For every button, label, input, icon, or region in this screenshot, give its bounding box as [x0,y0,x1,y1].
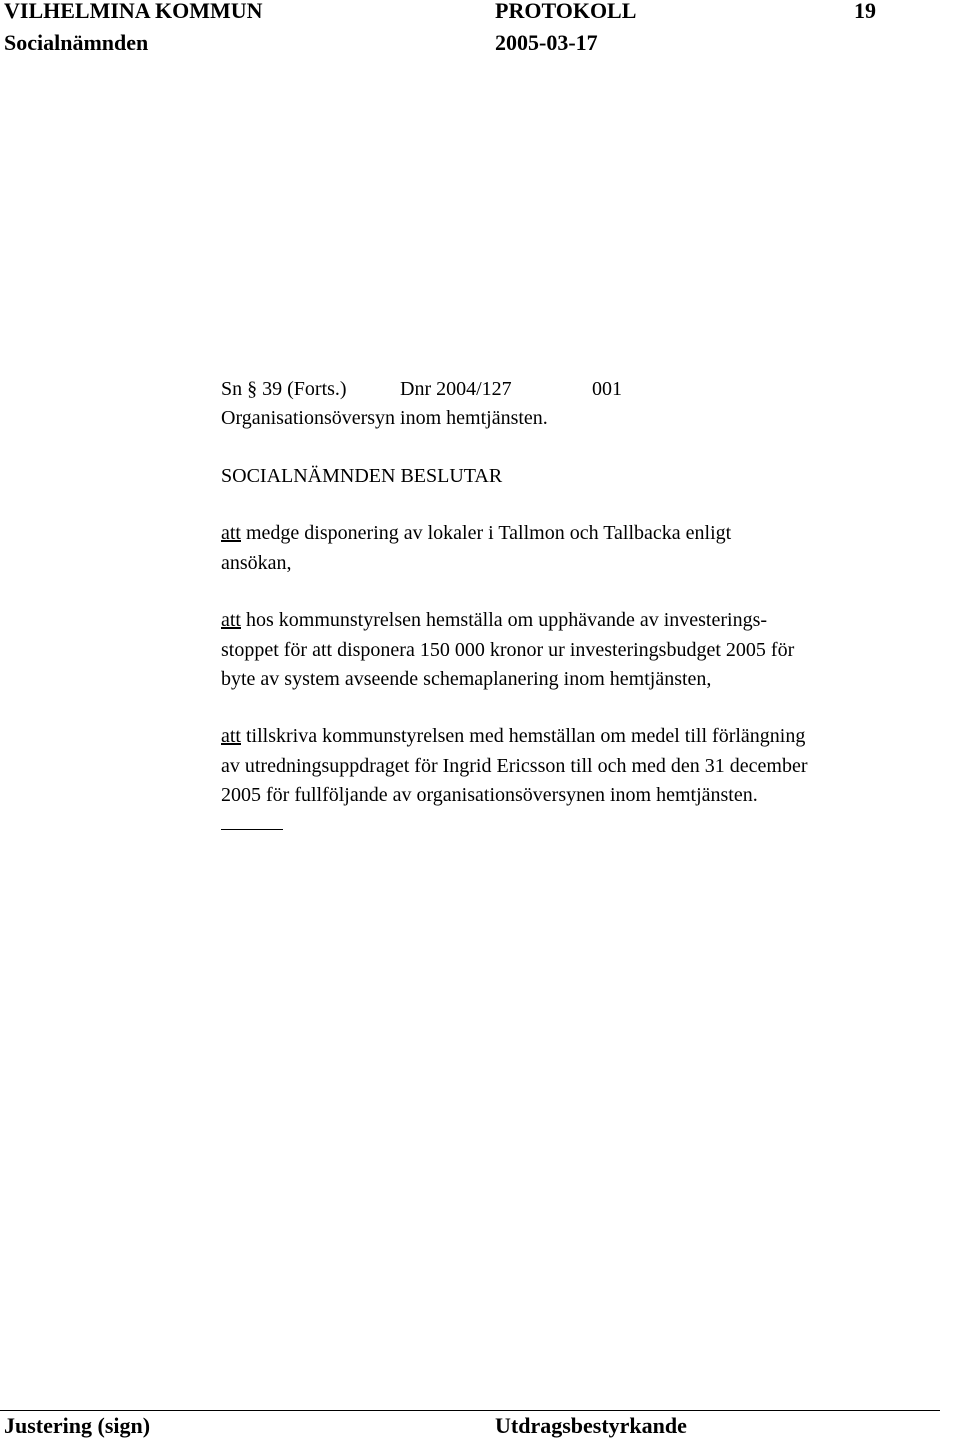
paragraph-text: tillskriva kommunstyrelsen med hemställan om medel till förlängning [241,725,806,747]
footer-divider [0,1410,940,1411]
paragraph-line: ansökan, [221,551,292,574]
paragraph-line [221,519,731,549]
paragraph-line: stoppet för att disponera 150 000 kronor ur investeringsbudget 2005 för [221,638,795,661]
case-title: Organisationsöversyn inom hemtjänsten. [221,407,548,429]
organization-name: VILHELMINA KOMMUN [4,0,263,23]
att-keyword: att [221,609,241,631]
paragraph-line: byte av system avseende schemaplanering inom hemtjänsten, [221,668,712,690]
case-code: 001 [592,378,622,400]
justering-label: Justering (sign) [4,1413,151,1438]
paragraph-line [221,722,808,752]
paragraph-line: av utredningsuppdraget för Ingrid Ericsson till och med den 31 december [221,754,808,777]
paragraph-line: 2005 för fullföljande av organisationsöversynen inom hemtjänsten. [221,784,758,806]
case-section: Sn § 39 (Forts.) [221,378,347,400]
closing-divider [221,829,283,830]
document-type: PROTOKOLL [495,0,637,23]
decision-heading: SOCIALNÄMNDEN BESLUTAR [221,465,503,487]
decision-paragraph [221,722,808,811]
paragraph-line [221,606,794,636]
utdragsbestyrkande-label: Utdragsbestyrkande [495,1413,687,1438]
paragraph-text: medge disponering av lokaler i Tallmon och Tallbacka enligt [241,522,732,544]
paragraph-text: hos kommunstyrelsen hemställa om upphävande av investerings- [241,609,768,631]
decision-paragraph [221,606,794,695]
meeting-date: 2005-03-17 [495,30,598,55]
decision-paragraph [221,519,731,578]
page-number: 19 [854,0,876,23]
case-dnr: Dnr 2004/127 [400,378,512,400]
att-keyword: att [221,522,241,544]
att-keyword: att [221,725,241,747]
department-name: Socialnämnden [4,30,149,55]
